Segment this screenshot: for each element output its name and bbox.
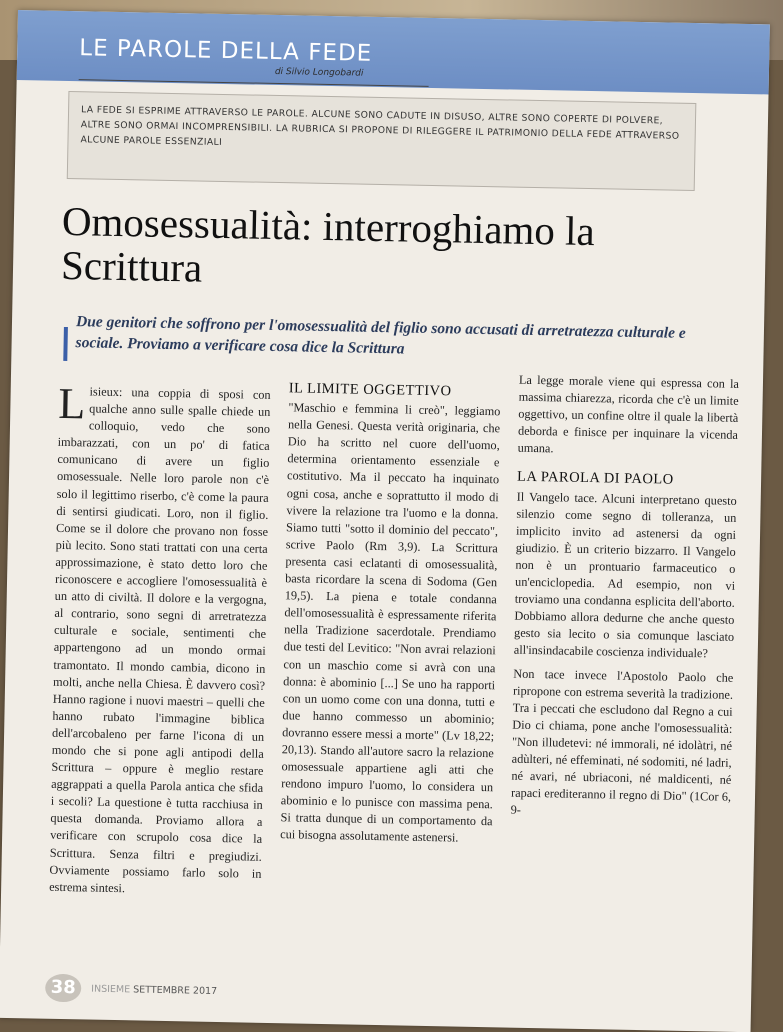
footer-magazine (91, 984, 217, 997)
section-heading-paolo: LA PAROLA DI PAOLO (516, 469, 674, 489)
rubric-intro-box (67, 91, 697, 191)
article-column-2 (280, 380, 501, 854)
magazine-issue: SETTEMBRE 2017 (133, 984, 218, 998)
column-3-text-c: Non tace invece l'Apostolo Paolo che ripropone con estrema severità la tradizione. Tra i peccati che escludono dal Regno a cui Dio ci chiama, pone anche l'omosessualità: "Non illudetevi: né immorali, né idolàtri, né adùlteri, né effeminati, né sodomiti, né ladri, né avari, né ubriaconi, né maldicenti, né rapaci erediteranno il regno di Dio" (1Cor 6, 9- (510, 666, 734, 818)
article-subtitle: Due genitori che soffrono per l'omosessualità del figlio sono accusati di arretratezza culturale e sociale. Proviamo a verificare cosa dice la Scrittura (75, 313, 686, 358)
rubric-author: di Silvio Longobardi (274, 66, 364, 79)
page-number-badge: 38 (45, 974, 82, 1003)
column-3-text-b: Il Vangelo tace. Alcuni interpretano questo silenzio come segno di tolleranza, un implicito invito ad astenersi da ogni giudizio. È un criterio bizzarro. Il Vangelo non è un prontuario farmaceutico o un'enciclopedia. Ad esempio, non vi troviamo una condanna esplicita dell'aborto. Dobbiamo allora dedurne che anche questo gesto sia lecito o sia comunque lasciato all'insindacabile coscienza individuale? (513, 489, 737, 661)
article-column-3 (510, 372, 739, 829)
drop-cap: L (57, 378, 86, 429)
magazine-name: INSIEME (91, 983, 131, 996)
column-1-text: isieux: una coppia di sposi con qualche anno sulle spalle chiede un colloquio, vedo che sono imbarazzati, con un po' di fatica comunicano di avere un figlio omosessuale. Nelle loro parole non c'è solo il legittimo riserbo, c'è come la paura di sentirsi giudicati. Loro, non il figlio. Come se il dolore che provano non fosse più lecito. Sono stati trattati con una certa approssimazione, è stato detto loro che riconoscere e accogliere l'omosessualità è un atto di civiltà. Il dolore e la vergogna, al contrario, sono segni di arretratezza culturale e sociale, sentimenti che appartengono ad un mondo ormai tramontato. Il mondo cambia, dicono in molti, anche nella Chiesa. È davvero così? Hanno ragione i nuovi maestri – quelli che hanno rubato l'immagine biblica dell'arcobaleno per farne l'icona di un mondo che si pone agli antipodi della Scrittura – oppure è meglio restare aggrappati a quella Parola antica che sfida i secoli? La questione è tutta racchiusa in questa domanda. Proviamo allora a verificare con scrupolo cosa dice la Scrittura. Senza filtri e pregiudizi. Ovviamente possiamo farlo solo in estrema sintesi. (49, 384, 271, 895)
magazine-page (0, 10, 770, 1032)
article-column-1 (49, 378, 271, 906)
rubric-title: LE PAROLE DELLA FEDE (79, 35, 373, 67)
column-2-text: "Maschio e femmina li creò", leggiamo nella Genesi. Questa verità originaria, che Dio ha scritto nel cuore dell'uomo, determina orientamento essenziale e costitutivo. Ma il peccato ha inquinato ogni cosa, anche e soprattutto il modo di vivere la relazione tra l'uomo e la donna. Siamo tutti "sotto il dominio del peccato", scrive Paolo (Rm 3,9). La Scrittura presenta casi eclatanti di omosessualità, basta ricordare la scena di Sodoma (Gen 19,5). La piena e totale condanna dell'omosessualità è espressamente riferita nella Tradizione sacerdotale. Prendiamo due testi del Levitico: "Non avrai relazioni con un maschio come si avrà con una donna: è abominio [...] Se uno ha rapporti con un uomo come con una donna, tutti e due hanno commesso un abominio; dovranno essere messi a morte" (Lv 18,22; 20,13). Stando all'autore sacro la relazione omosessuale appartiene agli atti che rendono impuro l'uomo, lo considera un abominio e lo punisce con massima pena. Si tratta dunque di un comportamento da cui bisogna assolutamente astenersi. (280, 400, 501, 846)
article-title: Omosessualità: interroghiamo la Scrittura (60, 197, 596, 291)
rubric-intro-text: LA FEDE SI ESPRIME ATTRAVERSO LE PAROLE. ALCUNE SONO CADUTE IN DISUSO, ALTRE SONO COPERTE DI POLVERE, ALTRE SONO ORMAI INCOMPRENSIBILI. LA RUBRICA SI PROPONE DI RILEGGERE IL PATRIMONIO DELLA FEDE ATTRAVERSO ALCUNE PAROLE ESSENZIALI (80, 104, 680, 148)
section-heading-limite: IL LIMITE OGGETTIVO (288, 380, 452, 400)
body-paragraph (49, 378, 271, 900)
column-3-text-a: La legge morale viene qui espressa con la massima chiarezza, ricorda che c'è un limite oggettivo, un confine oltre il quale la libertà deborda e finisce per inquinare la vicenda umana. (517, 372, 740, 456)
subtitle-accent-bar (63, 327, 68, 361)
